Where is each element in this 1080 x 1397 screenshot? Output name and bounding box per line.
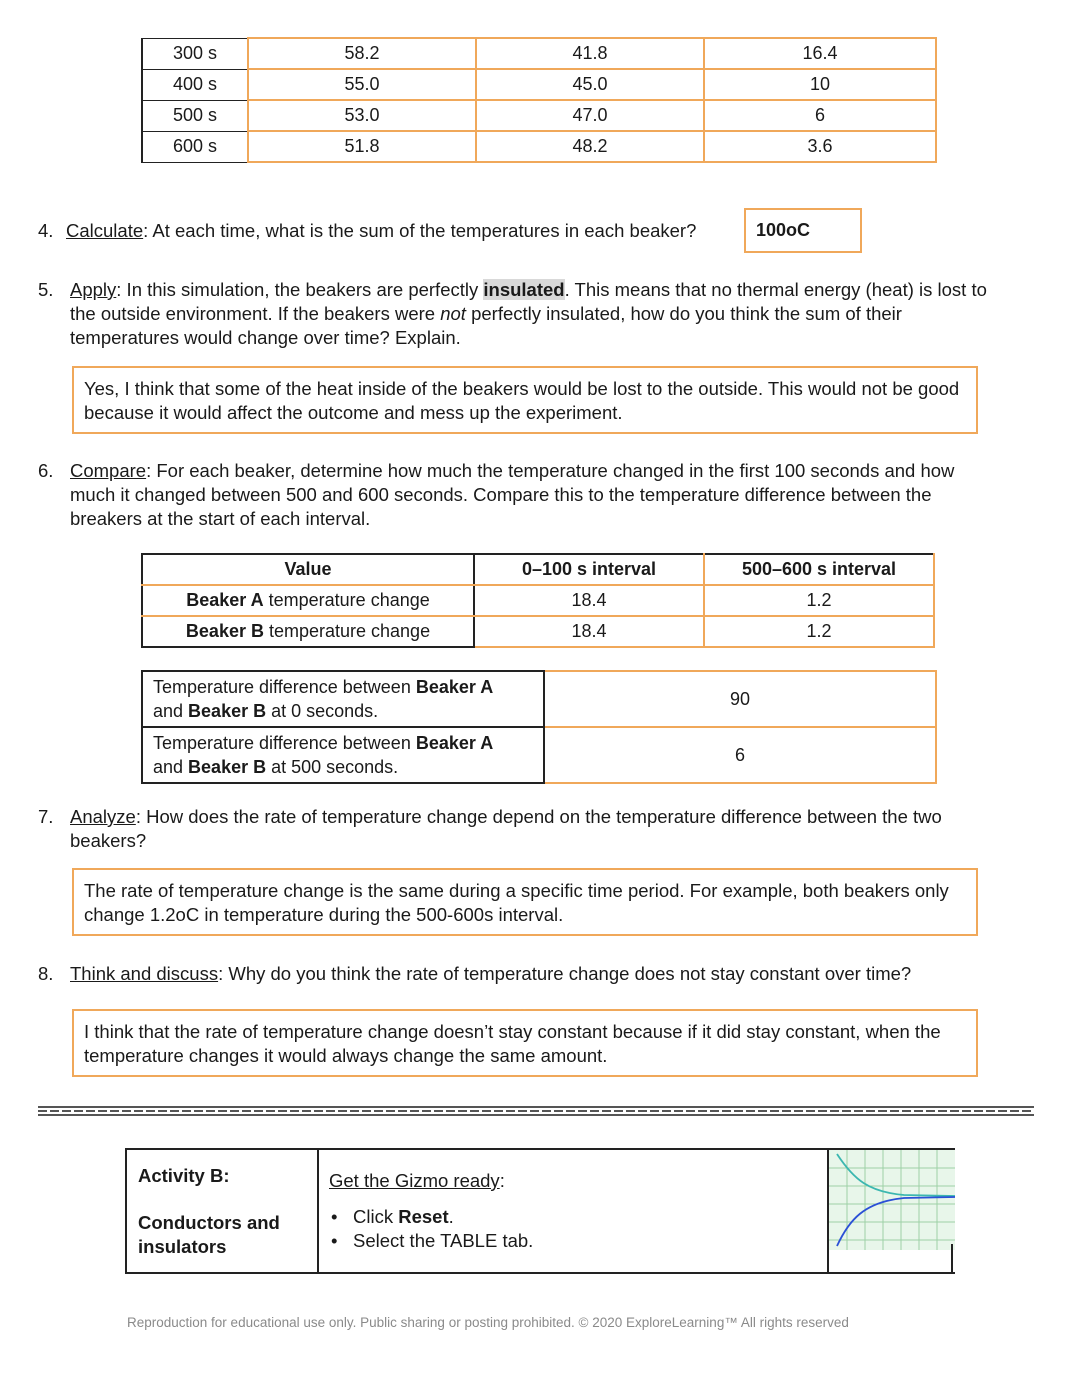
question-keyword: Compare — [70, 460, 147, 481]
beaker-name: Beaker A — [186, 590, 264, 610]
table-row — [142, 69, 936, 100]
value-cell[interactable]: 51.8 — [248, 131, 476, 162]
label-text: and — [153, 757, 189, 777]
section-separator — [38, 1106, 1034, 1116]
table-row — [142, 38, 936, 69]
table-row — [142, 616, 934, 647]
value-cell[interactable]: 55.0 — [248, 69, 476, 100]
answer-box-q4[interactable] — [744, 208, 862, 253]
time-cell: 600 s — [142, 131, 248, 162]
question-keyword: Think and discuss — [70, 963, 219, 984]
question-number: 8. — [38, 963, 54, 984]
beaker-name: Beaker B — [185, 621, 264, 641]
value-cell[interactable]: 3.6 — [704, 131, 936, 162]
heading-colon: : — [499, 1170, 505, 1191]
label-text: Temperature difference between — [153, 733, 416, 753]
activity-border-bottom — [951, 1244, 953, 1272]
emphasis-text: not — [440, 303, 466, 324]
question-keyword: Calculate — [66, 220, 144, 241]
beaker-name: Beaker B — [188, 757, 267, 777]
beaker-name: Beaker A — [415, 733, 494, 753]
value-cell[interactable]: 18.4 — [474, 585, 704, 616]
table-row — [142, 585, 934, 616]
question-4 — [38, 219, 738, 243]
row-label — [142, 585, 474, 616]
gizmo-graph-thumbnail — [829, 1150, 955, 1250]
table-header-row — [142, 554, 934, 585]
time-cell: 300 s — [142, 38, 248, 69]
question-8 — [38, 962, 1018, 986]
value-cell[interactable]: 53.0 — [248, 100, 476, 131]
copyright-footer: Reproduction for educational use only. Public sharing or posting prohibited. © 2020 ExploreLearning™ All rights reserved — [127, 1315, 849, 1330]
question-6 — [38, 459, 998, 531]
instruction-bullet-1: • Click Reset. — [331, 1206, 454, 1227]
value-cell[interactable]: 48.2 — [476, 131, 704, 162]
activity-title: Activity B: — [138, 1165, 230, 1186]
question-5 — [38, 278, 998, 350]
beaker-name: Beaker B — [188, 701, 267, 721]
bullet-text: Click — [353, 1206, 399, 1227]
question-text: : How does the rate of temperature change depend on the temperature difference between the two beakers? — [70, 806, 942, 851]
time-cell: 500 s — [142, 100, 248, 131]
answer-box-q7[interactable] — [72, 868, 978, 936]
value-cell[interactable]: 18.4 — [474, 616, 704, 647]
time-cell: 400 s — [142, 69, 248, 100]
row-label — [142, 727, 544, 783]
reset-term: Reset — [398, 1206, 449, 1227]
answer-text: I think that the rate of temperature change doesn’t stay constant because if it did stay constant, when the temperature changes it would always change the same amount. — [84, 1021, 941, 1066]
row-label — [142, 616, 474, 647]
label-text: at 500 seconds. — [266, 757, 399, 777]
label-text: Temperature difference between — [153, 677, 416, 697]
value-cell[interactable]: 90 — [544, 671, 936, 727]
answer-text: 100oC — [756, 220, 811, 240]
row-label-suffix: temperature change — [263, 590, 430, 610]
question-keyword: Analyze — [70, 806, 136, 827]
bullet-text: Select the TABLE tab. — [353, 1230, 534, 1251]
value-cell[interactable]: 58.2 — [248, 38, 476, 69]
answer-box-q5[interactable] — [72, 366, 978, 434]
temperature-difference-table — [141, 670, 937, 784]
value-cell[interactable]: 47.0 — [476, 100, 704, 131]
row-label — [142, 671, 544, 727]
highlighted-term: insulated — [483, 279, 565, 300]
temperature-data-table — [141, 37, 937, 163]
table-row — [142, 727, 936, 783]
table-row — [142, 100, 936, 131]
value-cell[interactable]: 45.0 — [476, 69, 704, 100]
gizmo-ready-heading: Get the Gizmo ready — [329, 1170, 500, 1191]
question-number: 6. — [38, 460, 54, 481]
question-number: 5. — [38, 279, 54, 300]
question-text: perfectly insulated, how do you think the sum of their temperatures would change over time? Explain. — [70, 303, 902, 348]
value-cell[interactable]: 1.2 — [704, 616, 934, 647]
value-cell[interactable]: 41.8 — [476, 38, 704, 69]
question-7 — [38, 805, 998, 853]
row-label-suffix: temperature change — [263, 621, 431, 641]
instruction-bullet-2: • Select the TABLE tab. — [331, 1230, 534, 1251]
column-header: 500–600 s interval — [704, 554, 934, 585]
question-text: : Why do you think the rate of temperature change does not stay constant over time? — [218, 963, 912, 984]
question-text: : In this simulation, the beakers are perfectly — [116, 279, 484, 300]
table-row — [142, 131, 936, 162]
question-number: 7. — [38, 806, 54, 827]
question-keyword: Apply — [70, 279, 117, 300]
value-cell[interactable]: 1.2 — [704, 585, 934, 616]
activity-instructions-cell — [319, 1150, 829, 1272]
question-text: . This means that no thermal energy (heat) is lost to the outside environment. If the beakers were — [70, 279, 987, 324]
value-cell[interactable]: 6 — [544, 727, 936, 783]
column-header: 0–100 s interval — [474, 554, 704, 585]
activity-title-cell — [127, 1150, 319, 1272]
activity-header — [125, 1148, 955, 1274]
activity-subtitle: Conductors and insulators — [138, 1212, 280, 1257]
answer-text: The rate of temperature change is the same during a specific time period. For example, both beakers only change 1.2oC in temperature during the 500-600s interval. — [84, 880, 949, 925]
label-text: and — [153, 701, 189, 721]
bullet-text: . — [448, 1206, 454, 1227]
beaker-name: Beaker A — [415, 677, 494, 697]
table-row — [142, 671, 936, 727]
temperature-change-table — [141, 553, 935, 648]
label-text: at 0 seconds. — [266, 701, 379, 721]
answer-box-q8[interactable] — [72, 1009, 978, 1077]
value-cell[interactable]: 10 — [704, 69, 936, 100]
column-header: Value — [142, 554, 474, 585]
question-number: 4. — [38, 220, 54, 241]
question-text: : For each beaker, determine how much the temperature changed in the first 100 seconds and how much it changed between 500 and 600 seconds. Compare this to the temperature difference between the breakers at the start of each interval. — [70, 460, 955, 529]
question-text: : At each time, what is the sum of the temperatures in each beaker? — [143, 220, 697, 241]
value-cell[interactable]: 16.4 — [704, 38, 936, 69]
value-cell[interactable]: 6 — [704, 100, 936, 131]
answer-text: Yes, I think that some of the heat inside of the beakers would be lost to the outside. This would not be good because it would affect the outcome and mess up the experiment. — [84, 378, 960, 423]
graph-icon — [829, 1150, 955, 1250]
